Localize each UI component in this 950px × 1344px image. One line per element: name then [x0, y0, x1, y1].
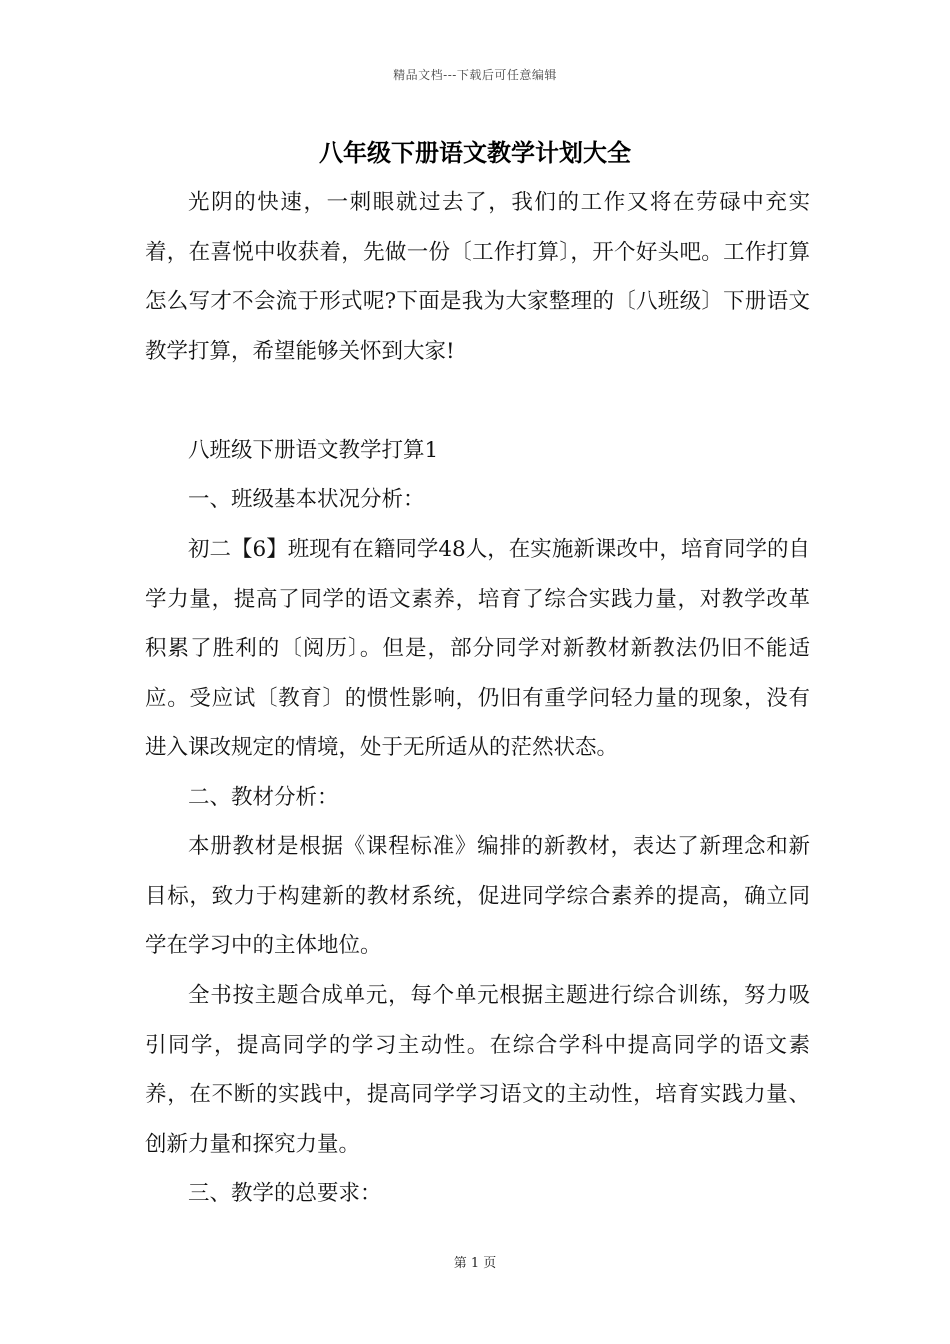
page-number: 第 1 页: [453, 1256, 497, 1271]
textbook-paragraph-2: 全书按主题合成单元，每个单元根据主题进行综合训练，努力吸引同学，提高同学的学习主动性。在综合学科中提高同学的语文素养，在不断的实践中，提高同学学习语文的主动性，培育实践力量、创新力量和探究力量。: [145, 983, 810, 1157]
section-heading-3: 三、教学的总要求：: [188, 1181, 382, 1206]
class-analysis-paragraph: 初二【6】班现有在籍同学48人，在实施新课改中，培育同学的自学力量，提高了同学的语文素养，培育了综合实践力量，对教学改革积累了胜利的〔阅历〕。但是，部分同学对新教材新教法仍旧不能适应。受应试〔教育〕的惯性影响，仍旧有重学问轻力量的现象，没有进入课改规定的情境，处于无所适从的茫然状态。: [145, 537, 810, 760]
section-heading-2: 二、教材分析：: [188, 785, 339, 810]
intro-paragraph: 光阴的快速，一刺眼就过去了，我们的工作又将在劳碌中充实着，在喜悦中收获着，先做一份〔工作打算〕，开个好头吧。工作打算怎么写才不会流于形式呢?下面是我为大家整理的〔八班级〕下册语文教学打算，希望能够关怀到大家!: [145, 190, 810, 364]
page-header: 精品文档---下载后可任意编辑: [393, 68, 557, 82]
section-heading-1: 一、班级基本状况分析：: [188, 487, 425, 512]
textbook-paragraph-1: 本册教材是根据《课程标准》编排的新教材，表达了新理念和新目标，致力于构建新的教材系统，促进同学综合素养的提高，确立同学在学习中的主体地位。: [145, 834, 810, 958]
document-title: 八年级下册语文教学计划大全: [319, 138, 631, 167]
plan-heading: 八班级下册语文教学打算1: [188, 438, 439, 463]
